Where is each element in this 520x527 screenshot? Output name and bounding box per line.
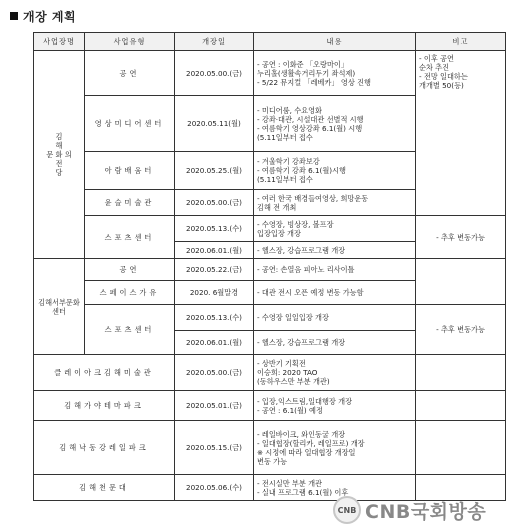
- content-cell: [254, 51, 416, 96]
- content-line: 김해 전 개최: [257, 202, 297, 212]
- content-line: (5.11일부터 접수: [257, 175, 313, 184]
- content-line: - 미디어룸, 수요영화: [257, 105, 322, 115]
- content-cell: [254, 391, 416, 421]
- header-type: 사업유형: [85, 33, 175, 51]
- note-cell: [416, 421, 506, 475]
- open-date: 2020.05.00.(금): [175, 190, 254, 216]
- note-line: 개개별 50(등): [419, 81, 464, 90]
- open-date: 2020.05.22.(금): [175, 259, 254, 281]
- venue-line: 당: [55, 168, 63, 177]
- venue-line: 해: [55, 141, 63, 150]
- venue-line: 전: [55, 159, 63, 168]
- content-cell: [254, 259, 416, 281]
- facility-name: 김해천문대: [34, 475, 175, 501]
- header-date: 개장일: [175, 33, 254, 51]
- table-row: [34, 259, 506, 281]
- content-line: - 대관 전시 오픈 예정 변동 가능함: [257, 288, 364, 297]
- open-date: 2020. 6월말경: [175, 281, 254, 305]
- open-date: 2020.05.01.(금): [175, 391, 254, 421]
- content-line: - 상반기 기획전: [257, 359, 306, 368]
- facility-name: 영상미디어센터: [85, 96, 175, 152]
- content-line: - 헬스장, 강습프로그램 개장: [257, 338, 346, 347]
- content-line: - 5/22 뮤지컬 「레베카」 영상 진행: [257, 77, 371, 87]
- venue-line: 문 화 의: [46, 150, 72, 159]
- header-note: 비고: [416, 33, 506, 51]
- content-cell: [254, 152, 416, 190]
- table-header-row: [34, 33, 506, 51]
- table-row: [34, 305, 506, 331]
- content-line: (5.11일부터 접수: [257, 132, 313, 142]
- broadcaster-logo-icon: CNB: [333, 496, 361, 524]
- content-cell: [254, 281, 416, 305]
- facility-name: 김해낙동강레일파크: [34, 421, 175, 475]
- facility-name: 아람배움터: [85, 152, 175, 190]
- content-line: 이승희: 2020 TAO: [257, 368, 318, 377]
- note-line: 순차 추진: [419, 63, 450, 72]
- content-line: - 일대협장(할리카, 레일프로) 개장: [257, 438, 365, 448]
- content-line: 변동 가능: [257, 456, 288, 466]
- facility-name: 공연: [85, 51, 175, 96]
- content-line: - 여름학기 강좌 6.1(월)시행: [257, 166, 346, 175]
- content-line: - 강좌·대관, 시설대관 선별적 시행: [257, 114, 364, 124]
- open-date: 2020.05.15.(금): [175, 421, 254, 475]
- open-date: 2020.06.01.(월): [175, 331, 254, 355]
- note-line: - 이후 공연: [419, 54, 454, 63]
- content-line: - 입장,익스트림,일대행장 개장: [257, 396, 353, 406]
- note-line: - 전망 일대하는: [419, 72, 468, 81]
- facility-name: 김해가야테마파크: [34, 391, 175, 421]
- content-line: 누리홀(생활속거리두기 좌석제): [257, 68, 356, 78]
- table-row: [34, 355, 506, 391]
- header-venue: 사업장명: [34, 33, 85, 51]
- content-line: (동하우스만 부분 개관): [257, 377, 330, 386]
- content-line: - 공연 : 6.1(월) 예정: [257, 405, 323, 415]
- content-line: - 공연 : 이화준 「오랑마이」: [257, 59, 349, 69]
- content-cell: [254, 242, 416, 259]
- open-date: 2020.05.13.(수): [175, 216, 254, 242]
- note-cell: [416, 259, 506, 305]
- content-line: - 겨울학기 강좌보강: [257, 157, 320, 166]
- content-line: - 여름학기 영상강좌 6.1(월) 시행: [257, 123, 363, 133]
- content-line: - 전시실만 부분 개관: [257, 478, 322, 488]
- open-date: 2020.05.25.(월): [175, 152, 254, 190]
- section-title: [10, 8, 76, 25]
- content-cell: [254, 190, 416, 216]
- content-cell: [254, 331, 416, 355]
- note-cell: - 추후 변동가능: [416, 305, 506, 355]
- table-row: [34, 216, 506, 242]
- content-line: - 실내 프로그램 6.1(월) 이후: [257, 487, 349, 497]
- section-title-text: 개장 계획: [23, 10, 77, 24]
- content-line: - 공연: 손열음 피아노 리사이틀: [257, 265, 355, 274]
- note-cell: - 추후 변동가능: [416, 216, 506, 259]
- header-content: 내용: [254, 33, 416, 51]
- open-date: 2020.05.11(월): [175, 96, 254, 152]
- content-line: - 수영장, 빙상장, 볼프장: [257, 219, 334, 229]
- content-line: ※ 시정에 따라 일대협장 개장일: [257, 447, 356, 457]
- venue-west-center: 김해서부문화센터: [34, 259, 85, 355]
- content-cell: [254, 421, 416, 475]
- opening-plan-table: [33, 32, 506, 501]
- facility-name: 공연: [85, 259, 175, 281]
- facility-name: 윤슬미술관: [85, 190, 175, 216]
- content-line: - 레일바이크, 와인동굴 개장: [257, 429, 346, 439]
- content-cell: [254, 216, 416, 242]
- content-line: - 수영장 일일입장 개장: [257, 313, 329, 322]
- content-line: - 헬스장, 강습프로그램 개장: [257, 245, 346, 255]
- content-cell: [254, 96, 416, 152]
- open-date: 2020.05.00.(금): [175, 355, 254, 391]
- open-date: 2020.05.13.(수): [175, 305, 254, 331]
- venue-cultural-center: [34, 51, 85, 259]
- open-date: 2020.06.01.(월): [175, 242, 254, 259]
- note-cell: [416, 391, 506, 421]
- facility-name: 클레이아크김해미술관: [34, 355, 175, 391]
- watermark-text: CNB국회방송: [365, 500, 487, 523]
- table-row: [34, 51, 506, 96]
- open-date: 2020.05.00.(금): [175, 51, 254, 96]
- note-cell: [416, 355, 506, 391]
- open-date: 2020.05.06.(수): [175, 475, 254, 501]
- content-cell: [254, 355, 416, 391]
- table-row: [34, 421, 506, 475]
- facility-name: 스페이스가유: [85, 281, 175, 305]
- table-row: [34, 391, 506, 421]
- content-cell: [254, 305, 416, 331]
- content-line: - 여러 한국 배경들여영상, 희망운동: [257, 193, 369, 203]
- facility-name: 스포츠센터: [85, 305, 175, 355]
- bullet-square-icon: [10, 12, 18, 20]
- facility-name: 스포츠센터: [85, 216, 175, 259]
- broadcaster-watermark: [333, 496, 486, 524]
- content-line: 입장입장 개장: [257, 228, 301, 238]
- venue-line: 김: [55, 132, 63, 141]
- note-cell: [416, 51, 506, 216]
